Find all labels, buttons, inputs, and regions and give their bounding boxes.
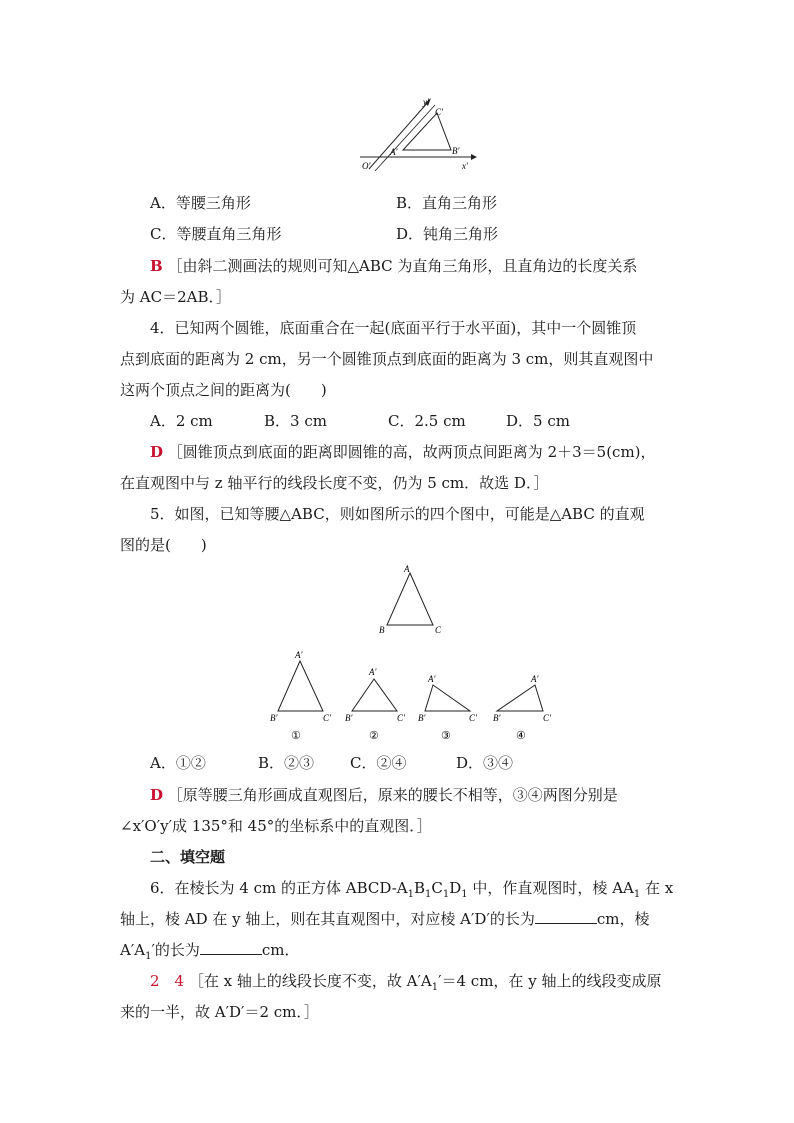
- q3-option-b: B．直角三角形: [396, 194, 498, 212]
- q4-option-a: A．2 cm: [150, 412, 213, 430]
- q5-stem-2: 图的是( ): [120, 536, 207, 554]
- q4-explanation-2: 在直观图中与 z 轴平行的线段长度不变，仍为 5 cm．故选 D．］: [120, 474, 549, 492]
- fig3-c: C′: [469, 713, 477, 723]
- q3-explanation-1: ［由斜二测画法的规则可知△ABC 为直角三角形，且直角边的长度关系: [167, 257, 638, 275]
- fig4-b: B′: [493, 713, 501, 723]
- isosceles-triangle-figure: [375, 563, 445, 638]
- section-heading: 二、填空题: [150, 848, 226, 866]
- label-x-prime: x′: [462, 161, 468, 171]
- q5-option-b: B．②③: [258, 754, 315, 772]
- label-b: B: [379, 625, 385, 635]
- fig1-number: ①: [291, 730, 301, 742]
- q4-answer: D: [150, 443, 164, 461]
- q5-stem-1: 5．如图，已知等腰△ABC，则如图所示的四个图中，可能是△ABC 的直观: [150, 505, 645, 523]
- q5-answer-line: [150, 785, 710, 805]
- q3-answer-line: [150, 256, 710, 276]
- q3-option-d: D．钝角三角形: [396, 225, 499, 243]
- q6-explanation-2: 来的一半，故 A′D′＝2 cm．］: [120, 1003, 319, 1021]
- fig1-c: C′: [323, 713, 331, 723]
- q3-option-a: A．等腰三角形: [150, 194, 251, 212]
- fig4-number: ④: [516, 730, 526, 742]
- q3-option-c: C．等腰直角三角形: [150, 225, 282, 243]
- q5-option-c: C．②④: [350, 754, 407, 772]
- q5-option-d: D．③④: [456, 754, 514, 772]
- q4-stem-3: 这两个顶点之间的距离为( ): [120, 381, 327, 399]
- q4-option-d: D．5 cm: [506, 412, 570, 430]
- q6-stem-2: 轴上，棱 AD 在 y 轴上，则在其直观图中，对应棱 A′D′的长为 cm，棱: [120, 910, 650, 928]
- q4-answer-line: [150, 442, 710, 462]
- fig3-b: B′: [418, 713, 426, 723]
- q4-option-b: B．3 cm: [264, 412, 327, 430]
- q3-explanation-2: 为 AC＝2AB．］: [120, 288, 231, 306]
- q6-explanation-1: ［在 x 轴上的线段长度不变，故 $A'A_1'=4$ cm，在 y 轴上的线段变成原: [188, 972, 662, 993]
- fig3-a: A′: [428, 674, 436, 684]
- fig2-number: ②: [369, 730, 379, 742]
- q5-explanation-1: ［原等腰三角形画成直观图后，原来的腰长不相等，③④两图分别是: [167, 786, 618, 804]
- q4-explanation-1: ［圆锥顶点到底面的距离即圆锥的高，故两顶点间距离为 2＋3＝5(cm)，: [167, 443, 656, 461]
- fig2-b: B′: [345, 713, 353, 723]
- label-a: A: [404, 564, 410, 574]
- q6-answer-line: [150, 971, 710, 998]
- answer-blank-2: [200, 940, 262, 955]
- fig4-a: A′: [531, 674, 539, 684]
- q5-option-a: A．①②: [150, 754, 206, 772]
- label-y-prime: y′: [423, 97, 429, 107]
- candidate-figures: [265, 645, 565, 745]
- label-c-prime: C′: [435, 107, 443, 117]
- q3-answer: B: [150, 257, 163, 275]
- label-b-prime: B′: [452, 146, 460, 156]
- oblique-axes-figure: [355, 95, 480, 175]
- fig4-c: C′: [543, 713, 551, 723]
- fig3-number: ③: [441, 730, 451, 742]
- fig2-c: C′: [397, 713, 405, 723]
- q4-option-c: C．2.5 cm: [388, 412, 466, 430]
- answer-blank-1: [535, 909, 597, 924]
- q5-answer: D: [150, 786, 164, 804]
- fig1-b: B′: [270, 713, 278, 723]
- q6-stem-1: 6．在棱长为 4 cm 的正方体 ABCD-$A_1B_1C_1D_1$ 中，作直观图时，棱 $AA_1$ 在 x: [150, 879, 674, 900]
- label-o-prime: O′: [362, 161, 371, 171]
- fig2-a: A′: [369, 667, 377, 677]
- q5-explanation-2: ∠x′O′y′成 135°和 45°的坐标系中的直观图．］: [120, 817, 432, 835]
- q6-answer: 2 4: [150, 972, 185, 990]
- label-a-prime: A′: [390, 147, 398, 157]
- q6-stem-3: $A'A_1'$的长为 cm．: [120, 941, 300, 962]
- label-c: C: [435, 625, 442, 635]
- fig1-a: A′: [295, 650, 303, 660]
- q4-stem-1: 4．已知两个圆锥，底面重合在一起(底面平行于水平面)，其中一个圆锥顶: [150, 319, 637, 337]
- q4-stem-2: 点到底面的距离为 2 cm，另一个圆锥顶点到底面的距离为 3 cm，则其直观图中: [120, 350, 654, 368]
